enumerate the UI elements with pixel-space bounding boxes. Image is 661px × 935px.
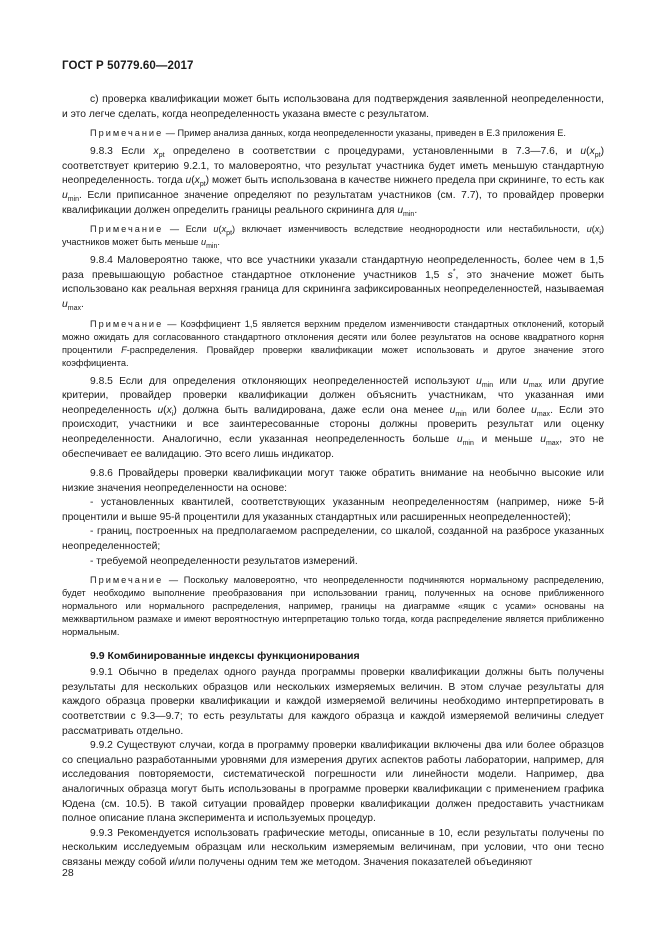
note-4: Примечание — Поскольку маловероятно, что неопределенности подчиняются нормальному распределению, будет необходимо выполнение преобразования при использовании границ, полученных на основе приближенного нормального или нормального распределения, например, границы на диаграмме «ящик с усами» основаны на межквартильном размахе и имеют вероятностную интерпретацию только тогда, когда распределение является приближенно нормальным. <box>62 575 604 638</box>
note-label: Примечание <box>90 128 164 139</box>
note-1: Примечание — Пример анализа данных, когда неопределенности указаны, приведен в Е.3 приложения Е. <box>90 128 566 139</box>
paragraph-c: с) проверка квалификации может быть использована для подтверждения заявленной неопределенности, и это легче сделать, когда неопределенность указана вместе с результатом. <box>62 94 604 120</box>
list-item: - требуемой неопределенности результатов измерений. <box>90 555 358 567</box>
page-number: 28 <box>62 867 74 879</box>
document-body <box>62 93 604 871</box>
paragraph-9-8-6: 9.8.6 Провайдеры проверки квалификации могут также обратить внимание на необычно высокие или низкие значения неопределенности на основе: <box>62 468 604 494</box>
paragraph-9-9-1: 9.9.1 Обычно в пределах одного раунда программы проверки квалификации должны быть получены результаты для нескольких образцов или нескольких измеряемых величин. В этом случае результаты для каждого образца проверки квалификации и каждой измеряемой величины необходимо интерпретировать в соответствии с 9.3—9.7; то есть результаты для каждого образца и каждой измеряемой величины следует рассматривать отдельно. <box>62 667 604 737</box>
note-2: Примечание — Если $u(x_{pt})$ включает изменчивость вследствие неоднородности или нестабильности, $u(x_i)$ участников может быть меньше $u_{min}$. <box>62 224 604 250</box>
paragraph-9-9-3: 9.9.3 Рекомендуется использовать графические методы, описанные в 10, если результаты получены по нескольким исследуемым образцам или нескольким измеряемым величинам, при условии, что они тесно связаны между собой и/или получены одним тем же методом. Значения показателей объединяют <box>62 827 604 868</box>
list-item: - границ, построенных на предполагаемом распределении, со шкалой, созданной на разбросе указанных неопределенностей; <box>62 526 604 553</box>
paragraph-9-8-3: 9.8.3 Если $x_{pt}$ определено в соответствии с процедурами, установленными в 7.3—7.6, и $u(x_{pt})$ соответствует критерию 9.2.1, то маловероятно, что результат участника будет иметь меньшую стандартную неопределенность. тогда $u(x_{pt})$ может быть использована в качестве нижнего предела при скрининге, то есть как $u_{min}$. Если приписанное значение определяют по результатам участников (см. 7.7), то провайдер проверки квалификации должен определить границы реального скрининга для $u_{min}$. <box>62 146 604 218</box>
section-title-9-9: 9.9 Комбинированные индексы функционирования <box>90 650 360 663</box>
paragraph-9-8-4: 9.8.4 Маловероятно также, что все участники указали стандартную неопределенность, более чем в 1,5 раза превышающую робастное стандартное отклонение участников 1,5 s*, это значение может быть использовано как реальная верхняя граница для скрининга зафиксированных неопределенностей, называемая $u_{max}$. <box>62 255 604 312</box>
paragraph-9-8-5: 9.8.5 Если для определения отклоняющих неопределенностей используют $u_{min}$ или $u_{max}$ или другие критерии, провайдер проверки квалификации должен объяснить участникам, что указанная ими неопределенность $u(x_i)$ должна быть валидирована, даже если она менее $u_{min}$ или более $u_{max}$. Если это происходит, участники и все заинтересованные стороны должны проверить результат или оценку неопределенности. Аналогично, если указанная неопределенность больше $u_{min}$ и меньше $u_{max}$, это не обеспечивает ее валидацию. Это всего лишь индикатор. <box>62 375 604 460</box>
note-3: Примечание — Коэффициент 1,5 является верхним пределом изменчивости стандартных отклонений, который можно ожидать для согласованного стандартного отклонения десяти или более результатов на основе квадратного корня процентили F-распределения. Провайдер проверки квалификации может использовать и другое значение этого коэффициента. <box>62 318 604 368</box>
list-item: - установленных квантилей, соответствующих указанным неопределенностям (например, ниже 5-й процентили и выше 95-й процентили для указанных стандартных или расширенных неопределенностей); <box>62 497 604 523</box>
paragraph-9-9-2: 9.9.2 Существуют случаи, когда в программу проверки квалификации включены два или более образцов со специально разработанными уровнями для измерения других аспектов работы лаборатории, например, для исследования повторяемости, систематической погрешности или линейности модели. Например, два аналогичных образца могут быть использованы в программе проверки квалификации с применением графика Юдена (см. 10.5). В такой ситуации провайдер проверки квалификации должен предоставить участникам полное описание плана эксперимента и используемых процедур. <box>62 740 604 825</box>
standard-header: ГОСТ Р 50779.60—2017 <box>62 60 194 72</box>
